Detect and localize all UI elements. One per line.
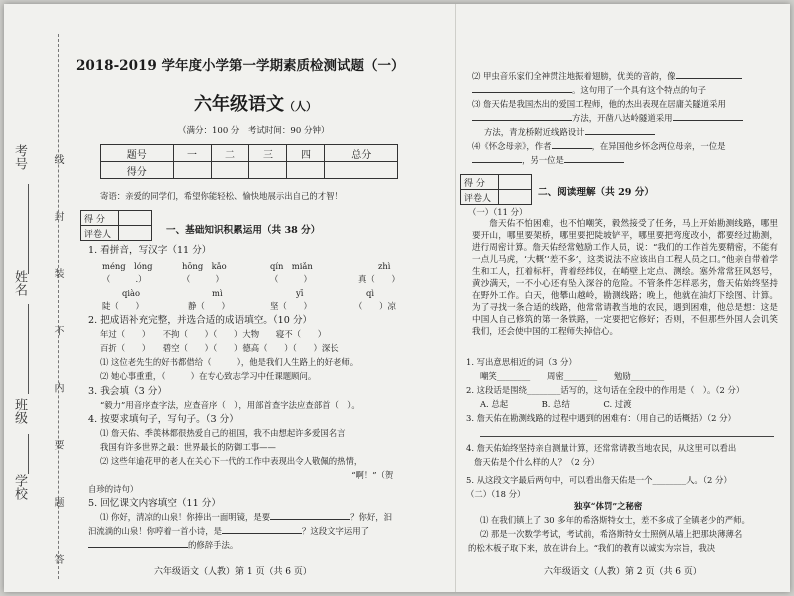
grader-box-1 — [80, 210, 152, 241]
score-cell — [211, 162, 249, 179]
r1-words: 嘲笑________ 周密________ 勉励________ — [480, 371, 665, 381]
score-header-cell: 总分 — [325, 145, 398, 162]
exam-paper: 考号 姓名 班级 学校 线 封 装 不 内 要 题 答 2018-2019 学年度小学第一学期素质检测试题（一） 六年级语文（人） （满分：100 分 考试时间：90 分钟） 题号 一 二 三 四 总分 得分 寄语：亲爱的同学们，希望你能轻松、愉快地展示出自己的才智！ 得 分 评卷人 一、基础知识积累运用（共 38 分） 1. 看拼音，写汉字（11 分） méng lóng hōng kǎo qín miǎn zhì （ .） （ ） （ ） 真（ ） qiào mì yī qì 陡（ ） 静（ ） 坚（ ） （ ）凉 2. 把成语补充完整，并选合适的成语填空。（10 分） 年过（ ） 不拘（ ）（ ）大物 寝不（ ） 百折（ ） 碧空（ ）（ ）德高（ ）（ ）深长 ⑴ 这位老先生的好书都借给（ ），他是我们人生路上的好老师。 ⑵ 她心事重重，（ ）在专心致志学习中任课题顾问。 3. 我会填（3 分） “毅力”用音序查字法，应查音序（ ），用部首查字法应查部首（ ）。 4. 按要求填句子，写句子。（3 分） ⑴ 詹天佑、季羡林都很热爱自己的祖国，我不由想起许多爱国名言 我国有许多世界之最：世界最长的防御工事—— ⑵ 这些年逾花甲的老人在关心下一代的工作中表现出令人敬佩的热情， “啊！”（贺 自珍的诗句） 5. 回忆课文内容填空（11 分） ⑴ 你好，清凉的山泉！你捧出一面明镜，是要 ？你好，汩 汩流淌的山泉！你哼着一首小诗，是 ？这段文字运用了 的修辞手法。 六年级语文（人教）第 1 页（共 6 页） ⑵ 甲虫音乐家们全神贯注地振着翅膀，优美的音韵，像 。这句用了一个具有这个特点的句子 ⑶ 詹天佑是我国杰出的爱国工程师，他的杰出表现在居庸关隧道采用 方法，开凿八达岭隧道采用 方法，青龙桥附近线路设计 ⑷《怀念母亲》，作者 ，在异国他乡怀念两位母亲，一位是 ，另一位是 得 分 评卷人 二、阅读理解（共 29 分） （一）（11 分） 詹天佑不怕困难，也不怕嘲笑，毅然接受了任务，马上开始勘测线路，哪里要开山，哪里要架桥，哪里要把陡坡铲平，哪里要把弯度改小，都要经过勘测，进行周密计算。詹天佑经常勉励工作人员，说：“我们的工作首先要精密，不能有一点儿马虎，‘大概’‘差不多’，这类说法不应该出自工程人员之口。”他亲自带着学生和工人，扛着标杆，背着经纬仪，在峭壁上定点、测绘。塞外常常狂风怒号，黄沙满天，一不小心还有坠入深谷的危险。不管条件怎样恶劣，詹天佑始终坚持在野外工作。白天，他攀山越岭，勘测线路；晚上，他就在油灯下绘图、计算。为了寻找一条合适的线路，他常常请教当地的农民，遇到困难，他总是想：这是中国人自己修筑的第一条铁路，一定要把它修好；否则，不但那些外国人会讥笑我们，还会使中国的工程师失掉信心。 1. 写出意思相近的词（3 分） 嘲笑________ 周密________ 勉励________ 2. 这段话是围绕________话写的，这句话在全段中的作用是（ ）。（2 分） A. 总起 B. 总结 C. 过渡 3. 詹天佑在勘测线路的过程中遇到的困难有：（用自己的话概括）（2 分） 4. 詹天佑始终坚持亲自测量计算，还常常请教当地农民，从这里可以看出 詹天佑是个什么样的人？（2 分） 5. 从这段文字最后两句中，可以看出詹天佑是一个________人。（2 分） （二）（18 分） 独享“体罚”之秘密 ⑴ 在我们镇上了 30 多年的希洛斯特女士，差不多成了全镇老少的严师。 ⑵ 那是一次数学考试，考试前，希洛斯特女士照例从墙上把那块薄薄名 的松木板子取下来，放在讲台上。“我们的教育以诚实为宗旨，我决 六年级语文（人教）第 2 页（共 6 页） — [4, 4, 790, 592]
q5-4-line2: ，另一位是 — [472, 154, 624, 166]
score-header-cell: 四 — [287, 145, 325, 162]
q4-1a: ⑴ 詹天佑、季羡林都很热爱自己的祖国，我不由想起许多爱国名言 — [100, 428, 346, 438]
banji-line — [28, 434, 29, 474]
label-xingming: 姓名 — [12, 270, 27, 296]
kaohao-line — [28, 184, 29, 274]
answer-blank[interactable] — [222, 533, 302, 534]
r1: 1. 写出意思相近的词（3 分） — [466, 357, 577, 367]
answer-blank[interactable] — [472, 120, 572, 121]
greeting: 寄语：亲爱的同学们，希望你能轻松、愉快地展示出自己的才智！ — [100, 191, 343, 201]
q5-1-line3: 的修辞手法。 — [88, 539, 238, 551]
r2-options: A. 总起 B. 总结 C. 过渡 — [480, 399, 632, 409]
score-cell — [287, 162, 325, 179]
answer-blank[interactable] — [552, 148, 592, 149]
q5-3-line1: ⑶ 詹天佑是我国杰出的爱国工程师，他的杰出表现在居庸关隧道采用 — [472, 99, 726, 109]
idiom-row-1: 年过（ ） 不拘（ ）（ ）大物 寝不（ ） — [100, 329, 327, 339]
footer-right: 六年级语文（人教）第 2 页（共 6 页） — [544, 567, 702, 577]
p2-1: ⑴ 在我们镇上了 30 多年的希洛斯特女士，差不多成了全镇老少的严师。 — [480, 515, 750, 525]
q4-1b: 我国有许多世界之最：世界最长的防御工事—— — [100, 442, 276, 452]
xingming-line — [28, 304, 29, 394]
score-header-cell: 二 — [211, 145, 249, 162]
subject-name: 六年级语文 — [194, 94, 284, 115]
q4-2a: ⑵ 这些年逾花甲的老人在关心下一代的工作中表现出令人敬佩的热情， — [100, 456, 363, 466]
answer-blank[interactable] — [585, 134, 655, 135]
r5: 5. 从这段文字最后两句中，可以看出詹天佑是一个________人。（2 分） — [466, 475, 732, 485]
score-row-label: 得分 — [101, 162, 174, 179]
q4: 4. 按要求填句子，写句子。（3 分） — [88, 414, 239, 425]
q5-2-line1: ⑵ 甲虫音乐家们全神贯注地振着翅膀，优美的音韵，像 — [472, 70, 742, 82]
q1: 1. 看拼音，写汉字（11 分） — [88, 245, 212, 256]
label-kaohao: 考号 — [12, 144, 27, 170]
score-cell — [249, 162, 287, 179]
grader-score-label: 得 分 — [81, 211, 119, 226]
footer-left: 六年级语文（人教）第 1 页（共 6 页） — [154, 567, 312, 577]
score-header-cell: 题号 — [101, 145, 174, 162]
score-header-cell: 一 — [173, 145, 211, 162]
r3: 3. 詹天佑在勘测线路的过程中遇到的困难有：（用自己的话概括）（2 分） — [466, 413, 736, 423]
score-cell — [325, 162, 398, 179]
exam-title: 2018-2019 学年度小学第一学期素质检测试题（一） — [76, 58, 405, 74]
q5-4-line1: ⑷《怀念母亲》，作者 ，在异国他乡怀念两位母亲，一位是 — [472, 141, 726, 151]
q5-2-line2: 。这句用了一个具有这个特点的句子 — [472, 84, 706, 96]
q2-1: ⑴ 这位老先生的好书都借给（ ），他是我们人生路上的好老师。 — [100, 357, 359, 367]
reading2-label: （二）（18 分） — [466, 489, 526, 499]
binding-instruction: 线 封 装 不 内 要 题 答 — [52, 154, 63, 587]
q2-2: ⑵ 她心事重重，（ ）在专心致志学习中任课题顾问。 — [100, 371, 317, 381]
answer-blank[interactable] — [88, 547, 188, 548]
q4-2b: “啊！”（贺 — [100, 470, 394, 480]
p2-3: 的松木板子取下来，放在讲台上。“我们的教育以诚实为宗旨，我决 — [468, 543, 716, 553]
exam-meta: （满分：100 分 考试时间：90 分钟） — [178, 126, 330, 136]
q5-1-line2: 汩流淌的山泉！你哼着一首小诗，是 ？这段文字运用了 — [88, 526, 369, 536]
answer-blank[interactable] — [564, 162, 624, 163]
reading2-title: 独享“体罚”之秘密 — [574, 501, 643, 511]
q3-text: “毅力”用音序查字法，应查音序（ ），用部首查字法应查部首（ ）。 — [100, 400, 360, 410]
grader-reviewer-label: 评卷人 — [461, 190, 499, 205]
score-header-cell: 三 — [249, 145, 287, 162]
r3-answer-line[interactable] — [480, 436, 774, 437]
section2-title: 二、阅读理解（共 29 分） — [538, 187, 654, 198]
answer-blank[interactable] — [673, 120, 743, 121]
q5-1-line1: ⑴ 你好，清凉的山泉！你捧出一面明镜，是要 ？你好，汩 — [100, 512, 393, 522]
section1-title: 一、基础知识积累运用（共 38 分） — [166, 225, 321, 236]
r4a: 4. 詹天佑始终坚持亲自测量计算，还常常请教当地农民，从这里可以看出 — [466, 443, 737, 453]
q3: 3. 我会填（3 分） — [88, 386, 167, 397]
answer-blank[interactable] — [472, 162, 522, 163]
subject-edition: （人） — [284, 100, 317, 113]
answer-blank[interactable] — [270, 519, 350, 520]
label-banji: 班级 — [12, 398, 27, 424]
binding-margin — [4, 4, 74, 592]
q5: 5. 回忆课文内容填空（11 分） — [88, 498, 221, 509]
idiom-row-2: 百折（ ） 碧空（ ）（ ）德高（ ）（ ）深长 — [100, 343, 339, 353]
q5-3-line3: 方法，青龙桥附近线路设计 — [484, 126, 655, 138]
score-cell — [173, 162, 211, 179]
reading1-passage: 詹天佑不怕困难，也不怕嘲笑，毅然接受了任务，马上开始勘测线路，哪里要开山，哪里要架桥，哪里要把陡坡铲平，哪里要把弯度改小，都要经过勘测，进行周密计算。詹天佑经常勉励工作人员，说：“我们的工作首先要精密，不能有一点儿马虎，‘大概’‘差不多’，这类说法不应该出自工程人员之口。”他亲自带着学生和工人，扛着标杆，背着经纬仪，在峭壁上定点、测绘。塞外常常狂风怒号，黄沙满天，一不小心还有坠入深谷的危险。不管条件怎样恶劣，詹天佑始终坚持在野外工作。白天，他攀山越岭，勘测线路；晚上，他就在油灯下绘图、计算。为了寻找一条合适的线路，他常常请教当地的农民，遇到困难，他总是想：这是中国人自己修筑的第一条铁路，一定要把它修好；否则，不但那些外国人会讥笑我们，还会使中国的工程师失掉信心。 — [472, 219, 778, 337]
subject-title — [194, 90, 317, 116]
grader-score-label: 得 分 — [461, 175, 499, 190]
label-xuexiao: 学校 — [12, 474, 27, 500]
answer-blank[interactable] — [472, 92, 572, 93]
page-fold — [455, 4, 456, 592]
score-table — [100, 144, 398, 179]
grader-box-2 — [460, 174, 532, 205]
q5-3-line2: 方法，开凿八达岭隧道采用 — [472, 112, 743, 124]
grader-reviewer-label: 评卷人 — [81, 226, 119, 241]
p2-2: ⑵ 那是一次数学考试，考试前，希洛斯特女士照例从墙上把那块薄薄名 — [480, 529, 743, 539]
q2: 2. 把成语补充完整，并选合适的成语填空。（10 分） — [88, 315, 313, 326]
reading1-title: （一）（11 分） — [468, 207, 528, 217]
r4b: 詹天佑是个什么样的人？（2 分） — [474, 457, 600, 467]
answer-blank[interactable] — [676, 78, 742, 79]
r2: 2. 这段话是围绕________话写的，这句话在全段中的作用是（ ）。（2 分） — [466, 385, 745, 395]
q4-2c: 自珍的诗句） — [88, 484, 139, 494]
